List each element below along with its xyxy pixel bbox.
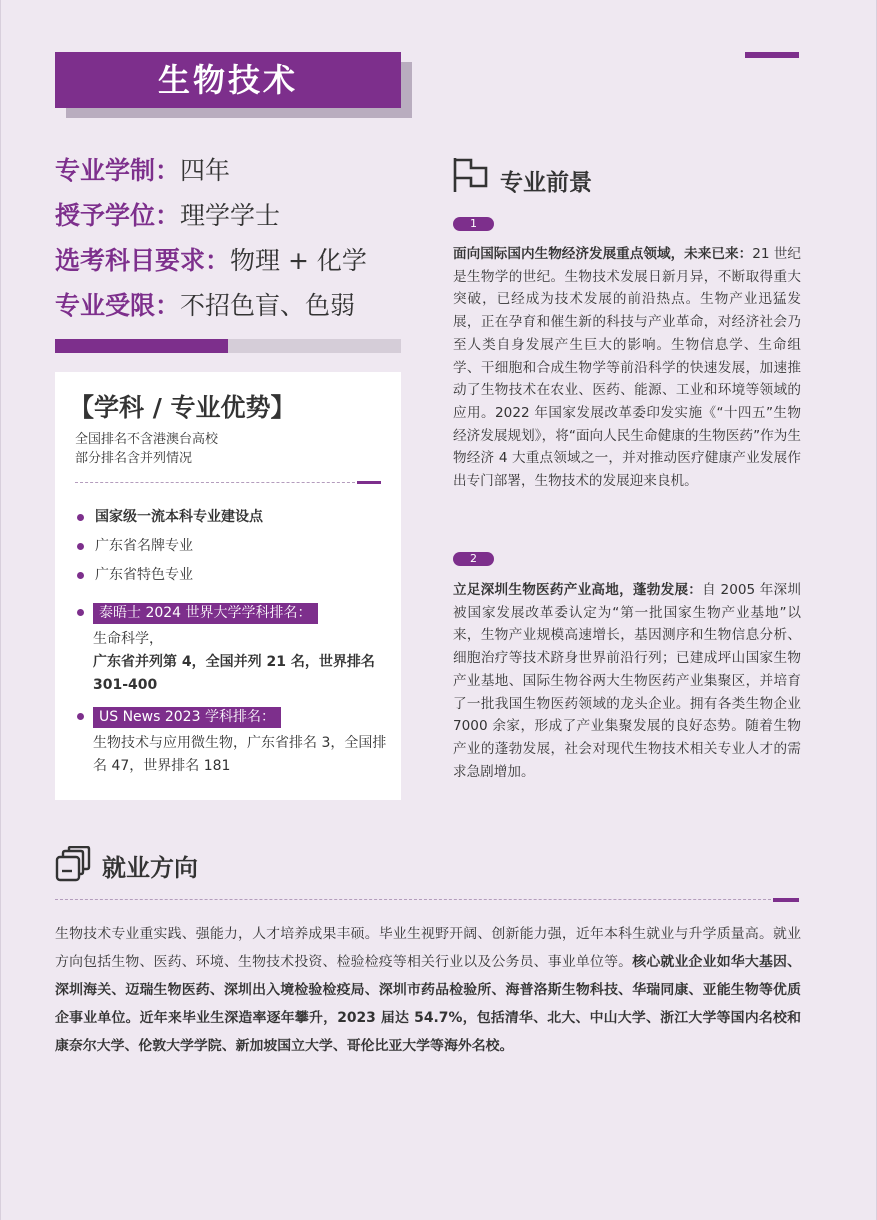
- list-item-label: 广东省特色专业: [95, 567, 193, 583]
- info-value: 物理 + 化学: [230, 246, 367, 275]
- info-value: 四年: [180, 156, 231, 185]
- prospect-paragraph-2: [453, 579, 801, 783]
- info-value: 理学学士: [180, 201, 281, 230]
- times-ranking-tag: 泰晤士 2024 世界大学学科排名：: [93, 603, 318, 624]
- info-row-degree: [55, 193, 415, 238]
- bullet-icon: [77, 572, 84, 579]
- ranking-subject: 生命科学，: [93, 631, 163, 647]
- note-line: 全国排名不含港澳台高校: [75, 432, 219, 447]
- title-banner: [55, 52, 412, 118]
- note-line: 部分排名含并列情况: [75, 451, 193, 466]
- bullet-icon: [77, 713, 84, 720]
- paragraph-body: 自 2005 年深圳被国家发展改革委认定为“第一批国家生物产业基地”以来，生物产业规模高速增长，基因测序和生物信息分析、细胞治疗等技术跻身世界前沿行列；已建成坪山国家生物产业基地、国际生物谷两大生物医药产业集聚区，并培育了一批我国生物医药领域的龙头企业。拥有各类生物企业 7000 余家，形成了产业集聚发展的良好态势。随着生物产业的蓬勃发展，社会对现代生物技术相关专业人才的需求急剧增加。: [453, 582, 801, 780]
- prospect-paragraph-1: [453, 243, 801, 493]
- usnews-ranking: [77, 706, 387, 778]
- list-item: [77, 561, 387, 590]
- top-accent-bar: [745, 52, 799, 58]
- divider-accent: [357, 481, 381, 484]
- usnews-ranking-text: 生物技术与应用微生物，广东省排名 3，全国排名 47，世界排名 181: [93, 735, 387, 774]
- paragraph-number-badge: 1: [453, 217, 494, 231]
- prospect-title: 专业前景: [500, 170, 592, 196]
- copy-icon: [55, 846, 91, 882]
- times-ranking-text: [93, 628, 387, 697]
- advantages-box: [55, 372, 401, 800]
- info-key: 专业受限：: [55, 291, 181, 320]
- usnews-ranking-tag: US News 2023 学科排名：: [93, 707, 281, 728]
- list-item-label: 国家级一流本科专业建设点: [95, 509, 263, 525]
- paragraph-number-badge: 2: [453, 552, 494, 566]
- info-key: 选考科目要求：: [55, 246, 231, 275]
- list-item-label: 广东省名牌专业: [95, 538, 193, 554]
- divider: [55, 899, 771, 900]
- page-title: 生物技术: [55, 52, 401, 108]
- paragraph-body: 21 世纪是生物学的世纪。生物技术发展日新月异，不断取得重大突破，已经成为技术发展的前沿热点。生物产业迅猛发展，正在孕育和催生新的科技与产业革命，对经济社会乃至人类自身发展产生巨大的影响。生物信息学、生命组学、干细胞和合成生物学等前沿科学的快速发展，加速推动了生物技术在农业、医药、能源、工业和环境等领域的应用。2022 年国家发展改革委印发实施《“十四五”生物经济发展规划》，将“面向人民生命健康的生物医药”作为生物经济 4 大重点领域之一，并对推动医疗健康产业发展作出专门部署，生物技术的发展迎来良机。: [453, 246, 802, 490]
- flag-icon: [452, 156, 490, 194]
- divider: [75, 482, 355, 483]
- info-value: 不招色盲、色弱: [180, 291, 356, 320]
- paragraph-heading: 立足深圳生物医药产业高地，蓬勃发展：: [453, 582, 703, 598]
- advantages-list: [77, 503, 387, 778]
- advantages-note: [75, 430, 218, 468]
- info-key: 授予学位：: [55, 201, 181, 230]
- info-row-subjects: [55, 238, 415, 283]
- program-info: [55, 148, 415, 328]
- progress-fill: [55, 339, 228, 353]
- list-item: [77, 503, 387, 532]
- paragraph-heading: 面向国际国内生物经济发展重点领域，未来已来：: [453, 246, 753, 262]
- bullet-icon: [77, 543, 84, 550]
- bullet-icon: [77, 514, 84, 521]
- advantages-title: 【学科 / 专业优势】: [69, 393, 296, 422]
- times-ranking: [77, 602, 387, 697]
- employment-text: [55, 920, 801, 1060]
- divider-accent: [773, 898, 799, 902]
- bullet-icon: [77, 609, 84, 616]
- progress-bar: [55, 339, 401, 353]
- list-item: [77, 532, 387, 561]
- employment-text-normal: 生物技术专业重实践、强能力，人才培养成果丰硕。毕业生视野开阔、创新能力强，近年本科生就业与升学质量高。就业方向包括生物、医药、环境、生物技术投资、检验检疫等相关行业以及公务员、事业单位等。: [55, 926, 801, 970]
- ranking-detail: 广东省并列第 4，全国并列 21 名，世界排名 301-400: [93, 654, 375, 693]
- employment-text-bold: 核心就业企业如华大基因、深圳海关、迈瑞生物医药、深圳出入境检验检疫局、深圳市药品检验所、海普洛斯生物科技、华瑞同康、亚能生物等优质企事业单位。近年来毕业生深造率逐年攀升，2023 届达 54.7%，包括清华、北大、中山大学、浙江大学等国内名校和康奈尔大学、伦敦大学学院、新加坡国立大学、哥伦比亚大学等海外名校。: [55, 954, 801, 1054]
- employment-title: 就业方向: [102, 854, 198, 882]
- info-row-restrictions: [55, 283, 415, 328]
- info-key: 专业学制：: [55, 156, 181, 185]
- info-row-duration: [55, 148, 415, 193]
